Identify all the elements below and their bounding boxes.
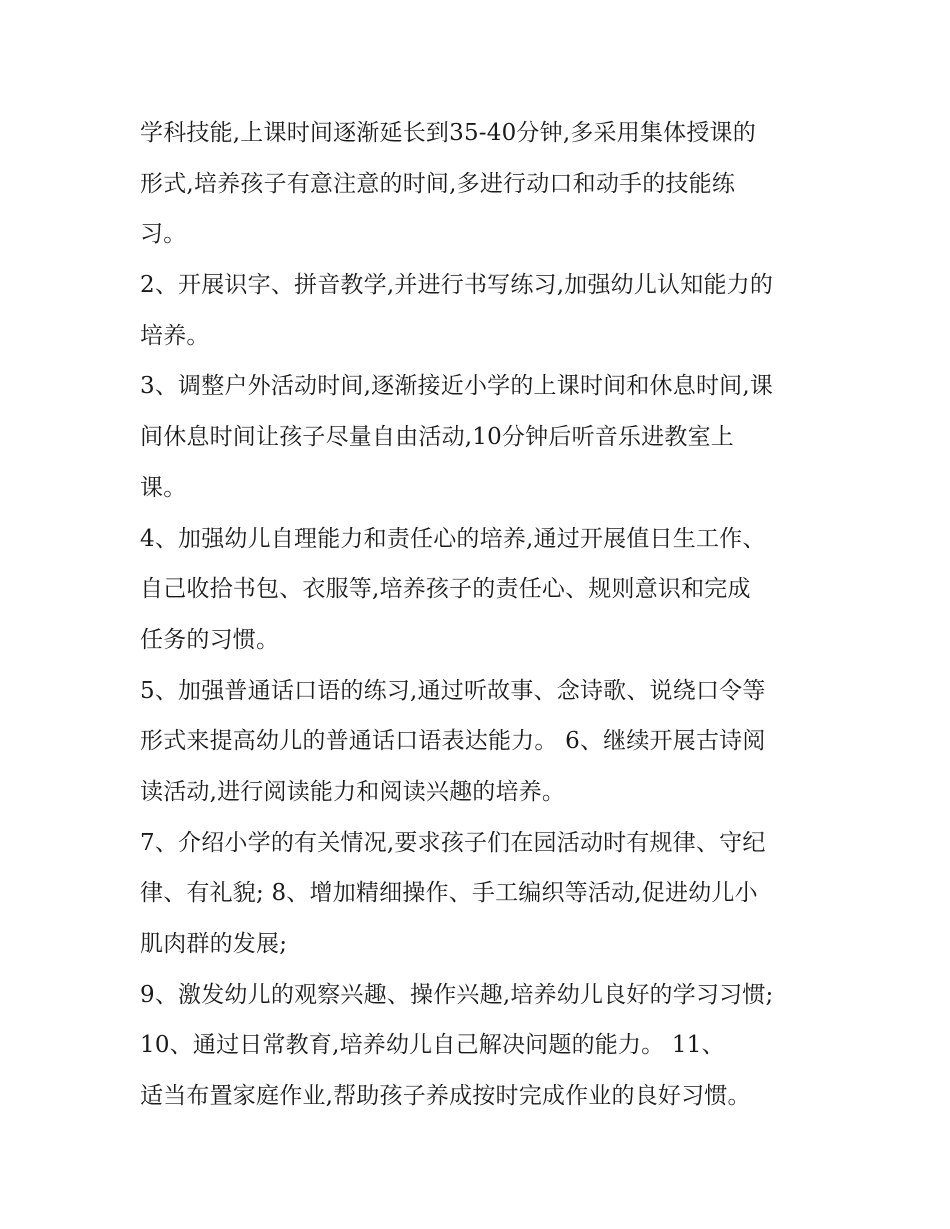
text-line: 习。 (140, 221, 187, 248)
text-line: 学科技能,上课时间逐渐延长到35-40分钟,多采用集体授课的 (140, 120, 756, 146)
text-line: 任务的习惯。 (140, 626, 280, 653)
text-line: 3、调整户外活动时间,逐渐接近小学的上课时间和休息时间,课 (140, 373, 774, 400)
text-line: 读活动,进行阅读能力和阅读兴趣的培养。 (140, 778, 566, 805)
text-line: 自己收拾书包、衣服等,培养孩子的责任心、规则意识和完成 (140, 576, 751, 603)
text-line: 肌肉群的发展; (140, 931, 288, 957)
text-line: 律、有礼貌; 8、增加精细操作、手工编织等活动,促进幼儿小 (140, 880, 758, 907)
text-line: 4、加强幼儿自理能力和责任心的培养,通过开展值日生工作、 (140, 525, 766, 552)
text-line: 10、通过日常教育,培养幼儿自己解决问题的能力。 11、 (140, 1032, 725, 1059)
text-line: 9、激发幼儿的观察兴趣、操作兴趣,培养幼儿良好的学习习惯; (140, 981, 774, 1008)
document-body (140, 108, 820, 1122)
text-line: 2、开展识字、拼音教学,并进行书写练习,加强幼儿认知能力的 (140, 272, 774, 299)
text-line: 5、加强普通话口语的练习,通过听故事、念诗歌、说绕口令等 (140, 677, 766, 704)
text-line: 课。 (140, 474, 187, 501)
text-line: 形式来提高幼儿的普通话口语表达能力。 6、继续开展古诗阅 (140, 728, 766, 755)
text-line: 培养。 (140, 322, 210, 349)
text-line: 形式,培养孩子有意注意的时间,多进行动口和动手的技能练 (140, 170, 736, 197)
text-line: 7、介绍小学的有关情况,要求孩子们在园活动时有规律、守纪 (140, 829, 766, 856)
text-line: 间休息时间让孩子尽量自由活动,10分钟后听音乐进教室上 (140, 424, 734, 451)
text-line: 适当布置家庭作业,帮助孩子养成按时完成作业的良好习惯。 (140, 1083, 751, 1110)
